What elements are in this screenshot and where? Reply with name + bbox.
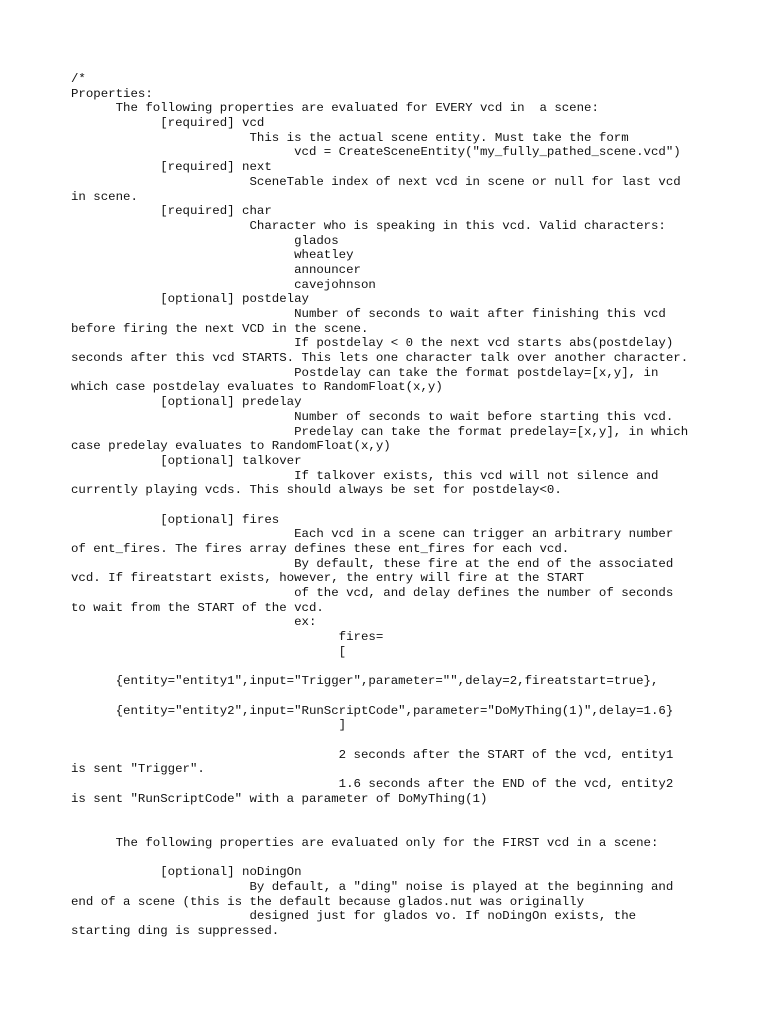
text-line: ]	[71, 718, 347, 733]
text-line: starting ding is suppressed.	[71, 923, 280, 938]
text-line: to wait from the START of the vcd.	[71, 600, 324, 615]
text-line: {entity="entity2",input="RunScriptCode",parameter="DoMyThing(1)",delay=1.6}	[71, 703, 674, 718]
text-line: [required] vcd	[71, 116, 265, 131]
text-line: of ent_fires. The fires array defines these ent_fires for each vcd.	[71, 542, 570, 556]
text-line	[71, 689, 688, 704]
text-line: Number of seconds to wait after finishing this vcd	[71, 307, 666, 321]
text-line: [optional] predelay	[71, 395, 302, 410]
text-line: By default, these fire at the end of the associated	[71, 556, 674, 571]
text-line: [required] next	[71, 160, 272, 175]
text-line	[71, 821, 688, 836]
text-line: seconds after this vcd STARTS. This lets one character talk over another character.	[71, 351, 689, 366]
text-line: SceneTable index of next vcd in scene or null for last vcd	[71, 174, 681, 189]
text-line: [optional] talkover	[71, 453, 302, 468]
text-line: [required] char	[71, 204, 272, 219]
text-line: vcd = CreateSceneEntity("my_fully_pathed_scene.vcd")	[71, 145, 681, 160]
text-line: case predelay evaluates to RandomFloat(x,y)	[71, 439, 391, 454]
text-line: The following properties are evaluated for EVERY vcd in a scene:	[71, 101, 599, 116]
text-line: in scene.	[71, 189, 138, 204]
text-line: glados	[71, 233, 339, 248]
text-line	[71, 660, 688, 675]
code-comment-text	[71, 72, 688, 939]
text-line: end of a scene (this is the default because glados.nut was originally	[71, 894, 585, 909]
text-line: cavejohnson	[71, 277, 376, 292]
text-line: [optional] fires	[71, 512, 280, 527]
text-line: fires=	[71, 630, 384, 645]
text-line	[71, 498, 688, 513]
text-line: which case postdelay evaluates to RandomFloat(x,y)	[71, 380, 443, 395]
text-line	[71, 850, 688, 865]
text-line: Number of seconds to wait before starting this vcd.	[71, 409, 674, 424]
text-line: This is the actual scene entity. Must take the form	[71, 130, 629, 145]
text-line: [optional] postdelay	[71, 292, 309, 307]
text-line: The following properties are evaluated only for the FIRST vcd in a scene:	[71, 835, 659, 850]
text-line: currently playing vcds. This should always be set for postdelay<0.	[71, 483, 562, 498]
text-line	[71, 733, 688, 748]
text-line: If talkover exists, this vcd will not silence and	[71, 468, 659, 483]
text-line: ex:	[71, 615, 317, 630]
text-line: vcd. If fireatstart exists, however, the entry will fire at the START	[71, 571, 585, 586]
text-line: {entity="entity1",input="Trigger",parameter="",delay=2,fireatstart=true},	[71, 674, 659, 689]
text-line: /*	[71, 72, 86, 86]
text-line: Predelay can take the format predelay=[x,y], in which	[71, 424, 689, 439]
text-line: [	[71, 644, 347, 659]
text-line: announcer	[71, 262, 361, 277]
text-line: [optional] noDingOn	[71, 865, 302, 880]
text-line: Properties:	[71, 86, 153, 101]
text-line: designed just for glados vo. If noDingOn exists, the	[71, 909, 637, 924]
text-line: wheatley	[71, 248, 354, 263]
text-line: is sent "RunScriptCode" with a parameter of DoMyThing(1)	[71, 791, 488, 806]
text-line: 1.6 seconds after the END of the vcd, entity2	[71, 777, 674, 791]
text-line: is sent "Trigger".	[71, 762, 205, 777]
text-line: 2 seconds after the START of the vcd, entity1	[71, 747, 674, 762]
text-line: before firing the next VCD in the scene.	[71, 321, 369, 336]
text-line: If postdelay < 0 the next vcd starts abs(postdelay)	[71, 336, 674, 351]
text-line: Postdelay can take the format postdelay=[x,y], in	[71, 365, 659, 380]
text-line: of the vcd, and delay defines the number of seconds	[71, 586, 674, 601]
text-line: Each vcd in a scene can trigger an arbitrary number	[71, 527, 674, 542]
text-line: Character who is speaking in this vcd. Valid characters:	[71, 218, 666, 233]
text-line: By default, a "ding" noise is played at the beginning and	[71, 879, 674, 894]
text-line	[71, 806, 688, 821]
